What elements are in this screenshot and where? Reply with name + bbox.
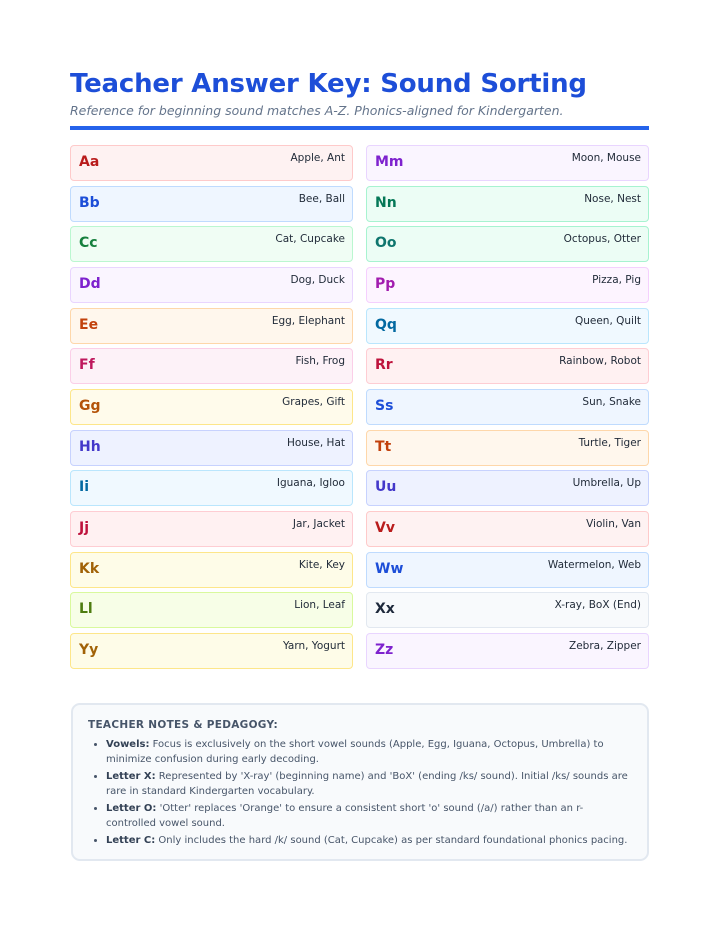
note-label: Vowels:	[106, 739, 150, 750]
card-letter: Xx	[375, 601, 395, 618]
letter-card-l	[70, 592, 353, 628]
page-title: Teacher Answer Key: Sound Sorting	[70, 69, 587, 99]
letter-card-b	[70, 186, 353, 222]
card-words: Cat, Cupcake	[275, 233, 345, 246]
card-words: Fish, Frog	[295, 355, 345, 368]
card-words: Violin, Van	[586, 517, 641, 530]
note-text: Focus is exclusively on the short vowel sounds (Apple, Egg, Iguana, Octopus, Umbrella) to minimize confusion during early decoding.	[106, 739, 604, 765]
notes-list	[88, 737, 632, 848]
card-words: House, Hat	[286, 436, 345, 449]
card-words: Apple, Ant	[290, 152, 345, 164]
card-letter: Dd	[79, 275, 101, 292]
card-letter: Ii	[79, 479, 90, 496]
letter-card-o	[366, 226, 649, 262]
note-label: Letter O:	[106, 803, 157, 814]
card-words: X-ray, BoX (End)	[554, 599, 641, 612]
page-subtitle: Reference for beginning sound matches A-Z. Phonics-aligned for Kindergarten.	[70, 103, 564, 118]
card-letter: Mm	[375, 154, 404, 170]
letter-card-s	[366, 389, 649, 425]
letter-card-n	[366, 186, 649, 222]
card-letter: Uu	[375, 479, 397, 496]
card-words: Sun, Snake	[582, 395, 641, 408]
card-words: Bee, Ball	[298, 192, 345, 205]
card-words: Watermelon, Web	[547, 558, 641, 571]
card-words: Queen, Quilt	[574, 314, 641, 327]
letter-card-m	[366, 145, 649, 181]
title-divider	[70, 126, 649, 130]
card-words: Egg, Elephant	[271, 314, 345, 327]
card-letter: Pp	[375, 275, 396, 292]
note-label: Letter X:	[106, 771, 156, 782]
letter-card-p	[366, 267, 649, 303]
card-words: Octopus, Otter	[563, 233, 641, 246]
teacher-notes-box	[71, 703, 649, 861]
card-words: Kite, Key	[298, 558, 345, 571]
card-words: Rainbow, Robot	[559, 355, 641, 368]
card-letter: Zz	[375, 641, 394, 658]
letter-card-y	[70, 633, 353, 669]
letter-card-e	[70, 308, 353, 344]
card-letter: Gg	[79, 397, 101, 414]
letter-card-x	[366, 592, 649, 628]
note-text: Represented by 'X-ray' (beginning name) and 'BoX' (ending /ks/ sound). Initial /ks/ sounds are rare in standard Kindergarten vocabulary.	[106, 771, 628, 797]
card-words: Lion, Leaf	[294, 599, 345, 612]
card-letter: Aa	[79, 154, 100, 170]
card-words: Iguana, Igloo	[276, 477, 345, 490]
letter-card-r	[366, 348, 649, 384]
note-item-vowels	[106, 737, 632, 767]
card-words: Nose, Nest	[584, 192, 641, 205]
note-text: Only includes the hard /k/ sound (Cat, Cupcake) as per standard foundational phonics pacing.	[155, 835, 628, 846]
letter-card-u	[366, 470, 649, 506]
card-letter: Ww	[375, 560, 404, 577]
card-letter: Ff	[79, 357, 95, 374]
card-letter: Cc	[79, 235, 98, 252]
letter-card-i	[70, 470, 353, 506]
card-letter: Ll	[79, 601, 93, 618]
card-letter: Jj	[79, 519, 90, 536]
note-label: Letter C:	[106, 835, 156, 846]
letter-card-v	[366, 511, 649, 547]
letter-card-grid	[70, 145, 649, 669]
note-item-letter-o	[106, 801, 632, 831]
card-letter: Oo	[375, 235, 397, 252]
card-words: Pizza, Pig	[592, 273, 641, 286]
letter-card-g	[70, 389, 353, 425]
card-letter: Bb	[79, 194, 100, 211]
card-words: Dog, Duck	[290, 273, 345, 286]
letter-card-c	[70, 226, 353, 262]
note-item-letter-x	[106, 769, 632, 799]
card-words: Turtle, Tiger	[578, 436, 641, 449]
letter-card-q	[366, 308, 649, 344]
card-letter: Nn	[375, 194, 397, 211]
card-letter: Hh	[79, 438, 101, 455]
card-words: Yarn, Yogurt	[282, 639, 345, 652]
letter-card-z	[366, 633, 649, 669]
card-letter: Kk	[79, 560, 100, 577]
letter-card-w	[366, 552, 649, 588]
card-words: Umbrella, Up	[572, 477, 641, 490]
letter-card-k	[70, 552, 353, 588]
letter-card-j	[70, 511, 353, 547]
card-words: Grapes, Gift	[282, 395, 345, 408]
letter-card-f	[70, 348, 353, 384]
letter-card-d	[70, 267, 353, 303]
note-text: 'Otter' replaces 'Orange' to ensure a consistent short 'o' sound (/a/) rather than an r-controlled vowel sound.	[106, 803, 584, 829]
card-words: Jar, Jacket	[292, 517, 345, 530]
card-letter: Yy	[79, 641, 99, 658]
card-letter: Qq	[375, 316, 397, 333]
card-letter: Rr	[375, 357, 393, 374]
card-letter: Ee	[79, 316, 99, 333]
letter-card-t	[366, 430, 649, 466]
notes-heading: TEACHER NOTES & PEDAGOGY:	[88, 719, 278, 731]
note-item-letter-c	[106, 833, 632, 848]
card-letter: Vv	[375, 519, 395, 536]
card-letter: Ss	[375, 397, 394, 414]
letter-card-h	[70, 430, 353, 466]
card-words: Moon, Mouse	[571, 152, 641, 164]
card-words: Zebra, Zipper	[569, 639, 641, 652]
letter-card-a	[70, 145, 353, 181]
card-letter: Tt	[375, 438, 392, 455]
